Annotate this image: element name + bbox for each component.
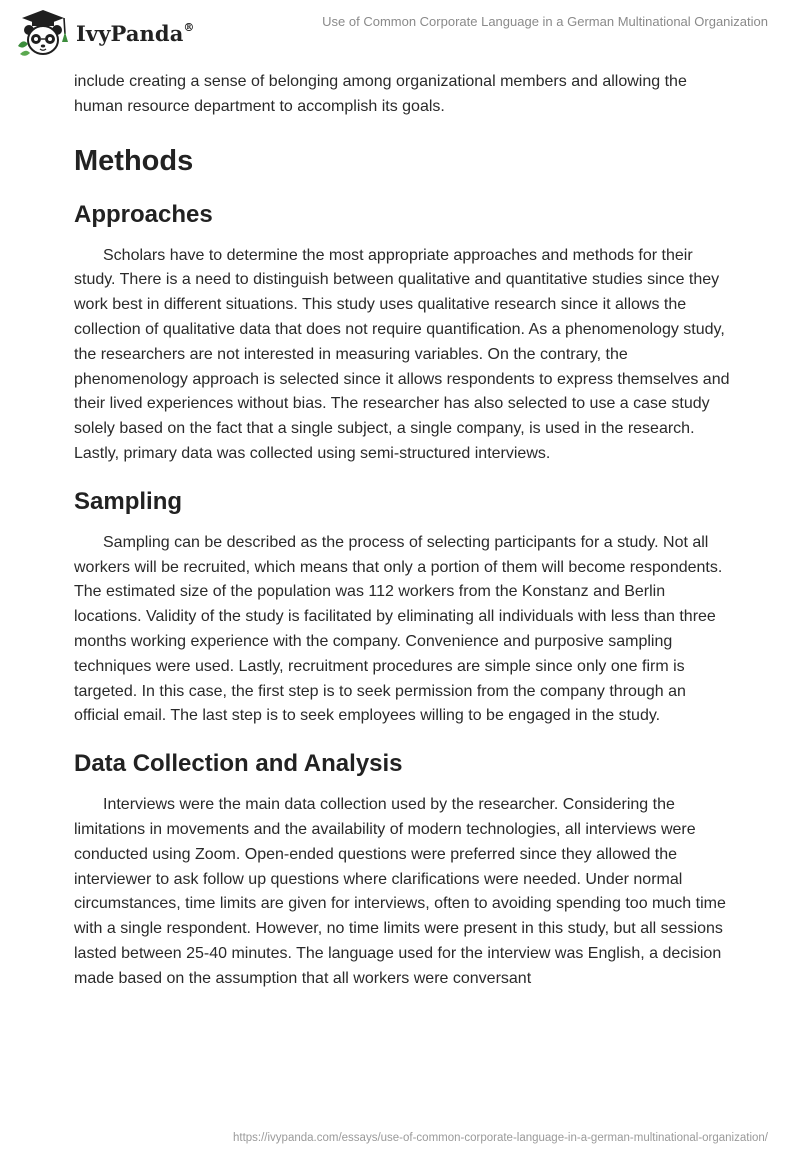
essay-content: [74, 70, 734, 992]
intro-paragraph: include creating a sense of belonging among organizational members and allowing the human resource department to accomplish its goals.: [74, 73, 687, 115]
document-title: Use of Common Corporate Language in a German Multinational Organization: [322, 14, 768, 29]
ivypanda-logo[interactable]: [14, 8, 195, 58]
sampling-heading: Sampling: [74, 487, 183, 515]
data-collection-heading: Data Collection and Analysis: [74, 750, 403, 778]
panda-graduate-icon: [14, 8, 72, 58]
methods-heading: Methods: [74, 144, 194, 177]
source-url-link[interactable]: https://ivypanda.com/essays/use-of-common-corporate-language-in-a-german-multinational-organization/: [232, 1132, 768, 1144]
page-header: [0, 0, 800, 64]
brand-name: IvyPanda®: [76, 20, 195, 46]
approaches-heading: Approaches: [74, 200, 213, 228]
sampling-paragraph: Sampling can be described as the process of selecting participants for a study. Not all workers will be recruited, which means that only a portion of them will become respondents. The estimated size of the population was 112 workers from the Konstanz and Berlin locations. Validity of the study is facilitated by eliminating all individuals with less than three months working experience with the company. Convenience and purposive sampling techniques were used. Lastly, recruitment procedures are simple since only one firm is targeted. In this case, the first step is to seek permission from the company through an official email. The last step is to seek employees willing to be engaged in the study.: [74, 533, 723, 725]
approaches-paragraph: Scholars have to determine the most appropriate approaches and methods for their study. There is a need to distinguish between qualitative and quantitative studies since they work best in different situations. This study uses qualitative research since it allows the collection of qualitative data that does not require quantification. As a phenomenology study, the researchers are not interested in measuring variables. On the contrary, the phenomenology approach is selected since it allows respondents to express themselves and their lived experiences without bias. The researcher has also selected to use a case study solely based on the fact that a single subject, a single company, is used in the research. Lastly, primary data was collected using semi-structured interviews.: [74, 246, 730, 462]
data-collection-paragraph: Interviews were the main data collection used by the researcher. Considering the limitations in movements and the availability of modern technologies, all interviews were conducted using Zoom. Open-ended questions were preferred since they allowed the interviewer to ask follow up questions where clarifications were needed. Under normal circumstances, time limits are given for interviews, often to avoiding spending too much time with a single respondent. However, no time limits were present in this study, but all sessions lasted between 25-40 minutes. The language used for the interview was English, a decision made based on the assumption that all workers were conversant: [74, 796, 726, 987]
